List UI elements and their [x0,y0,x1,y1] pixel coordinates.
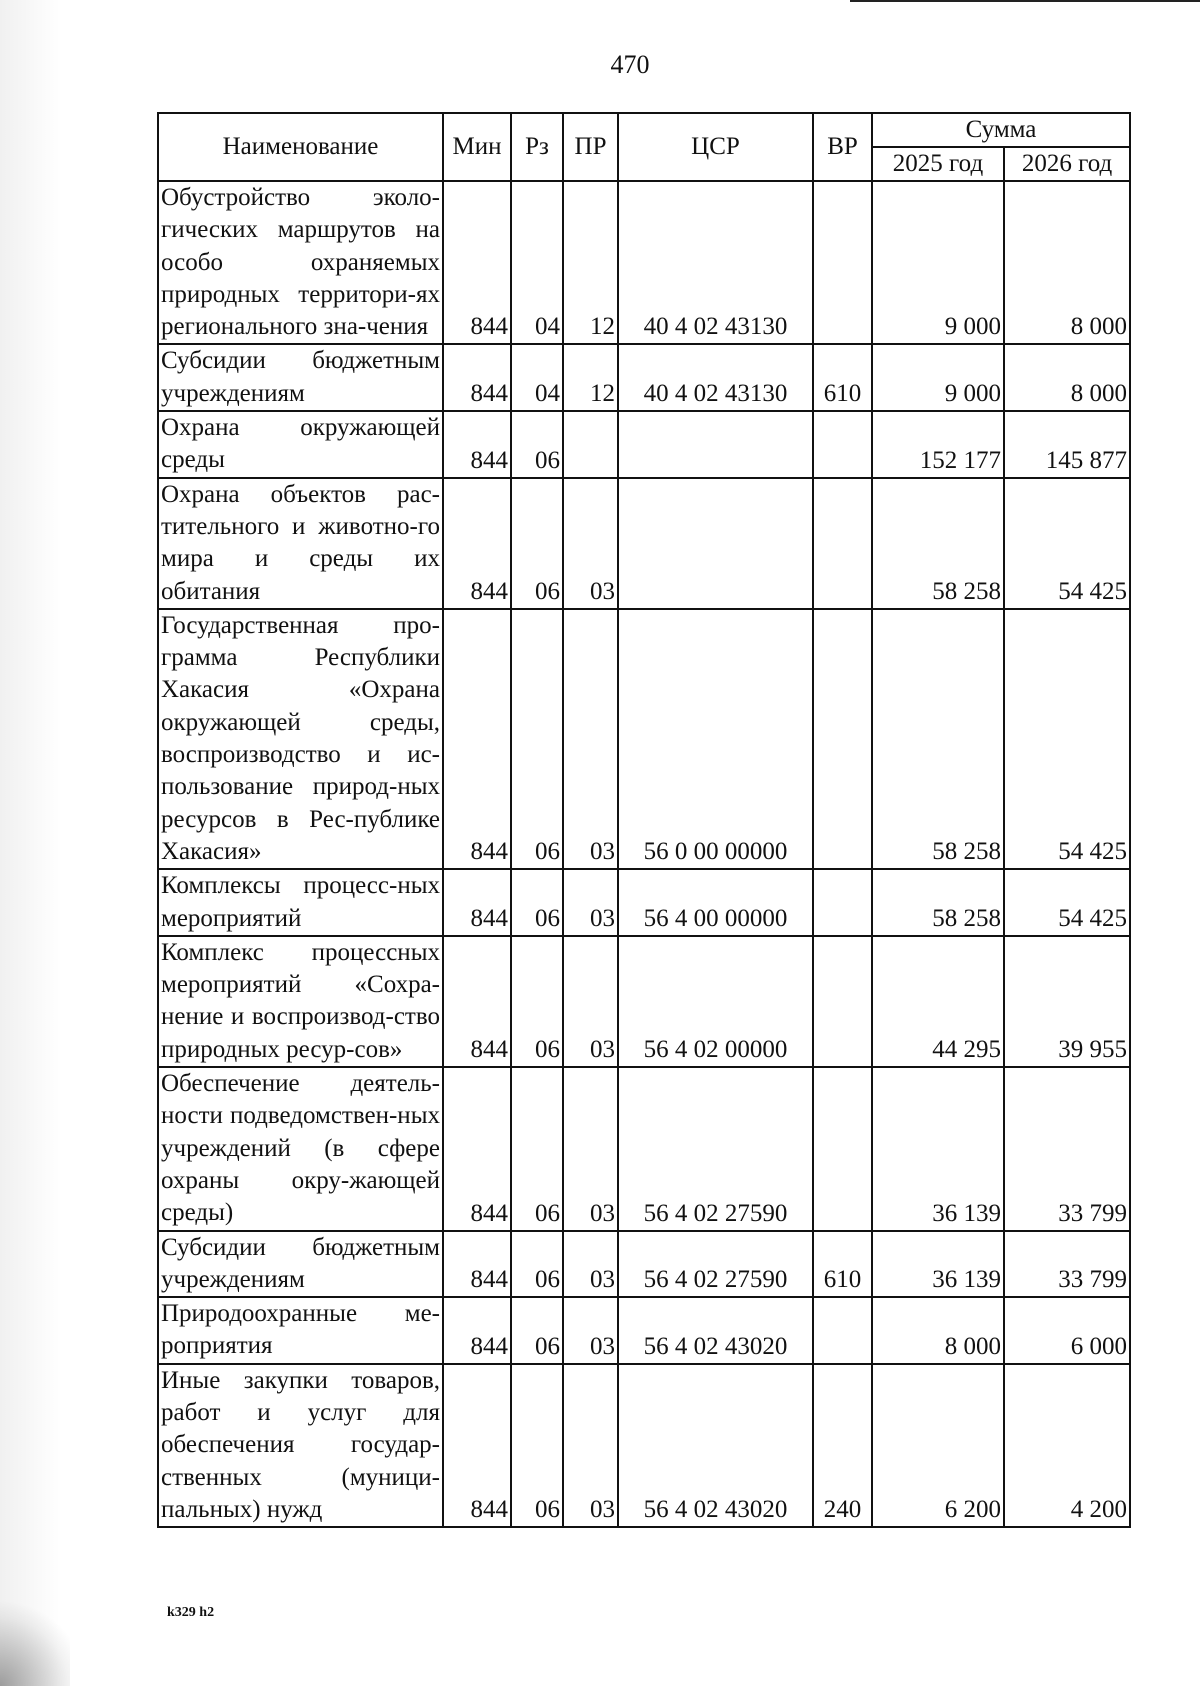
header-csr: ЦСР [618,113,813,181]
cell-pr: 03 [563,478,618,609]
cell-name: Охрана объектов рас-тительного и животно-го мира и среды их обитания [158,478,443,609]
table-row [158,181,1130,344]
cell-csr: 40 4 02 43130 [618,181,813,344]
cell-pr: 03 [563,869,618,936]
cell-name: Комплексы процесс-ных мероприятий [158,869,443,936]
cell-pr: 03 [563,1297,618,1364]
header-name: Наименование [158,113,443,181]
cell-2026: 54 425 [1004,478,1130,609]
cell-pr: 03 [563,1067,618,1230]
budget-table [157,112,1131,1528]
table-body [158,181,1130,1527]
cell-csr: 56 4 02 43020 [618,1364,813,1527]
cell-2026: 39 955 [1004,936,1130,1067]
cell-vr [813,609,872,869]
cell-min: 844 [443,1297,511,1364]
cell-vr [813,1067,872,1230]
cell-name: Обустройство эколо-гических маршрутов на особо охраняемых природных территори-ях регионального зна-чения [158,181,443,344]
cell-min: 844 [443,181,511,344]
cell-vr [813,478,872,609]
header-pr: ПР [563,113,618,181]
header-2025: 2025 год [872,147,1004,181]
cell-2025: 6 200 [872,1364,1004,1527]
cell-csr: 56 4 00 00000 [618,869,813,936]
cell-2026: 54 425 [1004,869,1130,936]
cell-2025: 58 258 [872,869,1004,936]
cell-rz: 04 [511,181,563,344]
cell-min: 844 [443,936,511,1067]
cell-2025: 36 139 [872,1231,1004,1298]
cell-2026: 33 799 [1004,1067,1130,1230]
cell-min: 844 [443,869,511,936]
cell-2026: 6 000 [1004,1297,1130,1364]
header-rz: Рз [511,113,563,181]
cell-csr [618,478,813,609]
cell-min: 844 [443,411,511,478]
header-vr: ВР [813,113,872,181]
page-number: 470 [610,50,650,79]
cell-name: Природоохранные ме-роприятия [158,1297,443,1364]
cell-pr: 12 [563,344,618,411]
table-row [158,344,1130,411]
cell-rz: 06 [511,1364,563,1527]
cell-rz: 06 [511,1297,563,1364]
cell-2026: 8 000 [1004,181,1130,344]
cell-vr [813,181,872,344]
header-sum: Сумма [872,113,1130,147]
page-top-rule [850,0,1200,2]
cell-2026: 8 000 [1004,344,1130,411]
cell-rz: 06 [511,936,563,1067]
cell-rz: 06 [511,1067,563,1230]
cell-pr: 03 [563,936,618,1067]
cell-vr [813,411,872,478]
cell-vr [813,1297,872,1364]
cell-2025: 9 000 [872,181,1004,344]
cell-min: 844 [443,609,511,869]
cell-name: Иные закупки товаров, работ и услуг для обеспечения государ-ственных (муници-пальных) нужд [158,1364,443,1527]
cell-csr [618,411,813,478]
table-row [158,478,1130,609]
cell-rz: 06 [511,1231,563,1298]
cell-2025: 8 000 [872,1297,1004,1364]
cell-name: Государственная про-грамма Республики Хакасия «Охрана окружающей среды, воспроизводство и ис-пользование природ-ных ресурсов в Рес-публике Хакасия» [158,609,443,869]
table-row [158,609,1130,869]
table-row [158,869,1130,936]
cell-name: Субсидии бюджетным учреждениям [158,344,443,411]
cell-name: Комплекс процессных мероприятий «Сохра-нение и воспроизвод-ство природных ресур-сов» [158,936,443,1067]
cell-2025: 36 139 [872,1067,1004,1230]
scan-edge-shadow [0,0,60,1686]
cell-vr: 240 [813,1364,872,1527]
cell-2026: 54 425 [1004,609,1130,869]
cell-rz: 06 [511,869,563,936]
cell-rz: 06 [511,478,563,609]
cell-csr: 56 4 02 43020 [618,1297,813,1364]
cell-vr [813,936,872,1067]
table-row [158,1231,1130,1298]
table-row [158,1067,1130,1230]
header-2026: 2026 год [1004,147,1130,181]
table-row [158,411,1130,478]
cell-pr [563,411,618,478]
cell-vr [813,869,872,936]
cell-pr: 03 [563,1364,618,1527]
cell-2026: 145 877 [1004,411,1130,478]
cell-csr: 40 4 02 43130 [618,344,813,411]
cell-2025: 9 000 [872,344,1004,411]
cell-csr: 56 4 02 00000 [618,936,813,1067]
cell-rz: 04 [511,344,563,411]
cell-rz: 06 [511,411,563,478]
cell-2025: 58 258 [872,478,1004,609]
cell-2026: 4 200 [1004,1364,1130,1527]
cell-csr: 56 4 02 27590 [618,1231,813,1298]
cell-csr: 56 4 02 27590 [618,1067,813,1230]
scan-corner-shadow [0,1596,70,1686]
cell-min: 844 [443,1067,511,1230]
cell-name: Субсидии бюджетным учреждениям [158,1231,443,1298]
cell-2025: 152 177 [872,411,1004,478]
footer-code: k329 h2 [167,1605,215,1620]
cell-pr: 03 [563,609,618,869]
cell-2026: 33 799 [1004,1231,1130,1298]
cell-min: 844 [443,1364,511,1527]
cell-pr: 03 [563,1231,618,1298]
table-row [158,1364,1130,1527]
table-row [158,936,1130,1067]
header-min: Мин [443,113,511,181]
cell-min: 844 [443,1231,511,1298]
table-row [158,1297,1130,1364]
table-header [158,113,1130,181]
cell-rz: 06 [511,609,563,869]
cell-name: Охрана окружающей среды [158,411,443,478]
cell-min: 844 [443,478,511,609]
cell-csr: 56 0 00 00000 [618,609,813,869]
cell-2025: 58 258 [872,609,1004,869]
cell-pr: 12 [563,181,618,344]
cell-2025: 44 295 [872,936,1004,1067]
cell-name: Обеспечение деятель-ности подведомствен-ных учреждений (в сфере охраны окру-жающей среды) [158,1067,443,1230]
cell-min: 844 [443,344,511,411]
cell-vr: 610 [813,344,872,411]
cell-vr: 610 [813,1231,872,1298]
